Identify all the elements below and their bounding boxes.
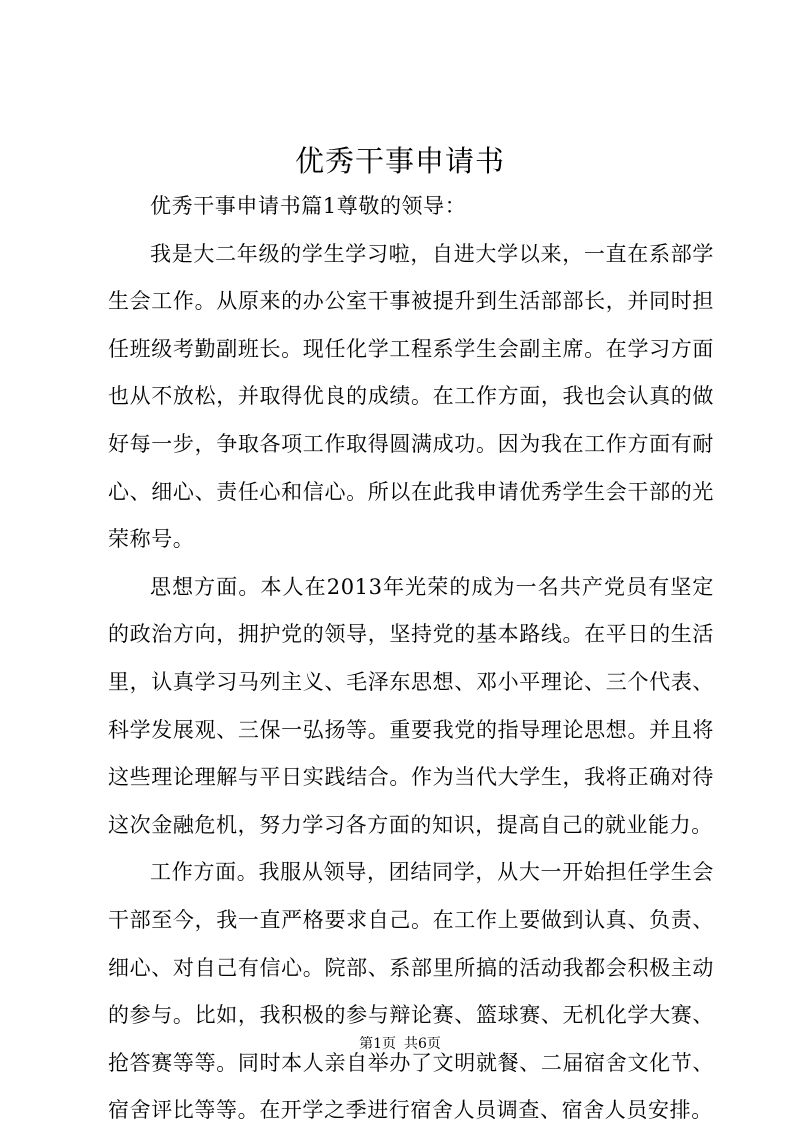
paragraph-ideology: 思想方面。本人在2013年光荣的成为一名共产党员有坚定的政治方向，拥护党的领导，坚持党的基本路线。在平日的生活里，认真学习马列主义、毛泽东思想、邓小平理论、三个代表、科学发展观、三保一弘扬等。重要我党的指导理论思想。并且将这些理论理解与平日实践结合。作为当代大学生，我将正确对待这次金融危机，努力学习各方面的知识，提高自己的就业能力。 [108, 574, 714, 837]
page-current: 第1页 [359, 1036, 396, 1052]
paragraph-greeting: 优秀干事申请书篇1尊敬的领导： [150, 194, 467, 218]
document-title: 优秀干事申请书 [294, 144, 505, 178]
page-total: 共6页 [404, 1036, 441, 1052]
page-number-footer [0, 1034, 800, 1054]
document-body [108, 183, 714, 1135]
paragraph-introduction: 我是大二年级的学生学习啦，自进大学以来，一直在系部学生会工作。从原来的办公室干事被提升到生活部部长，并同时担任班级考勤副班长。现任化学工程系学生会副主席。在学习方面也从不放松，并取得优良的成绩。在工作方面，我也会认真的做好每一步，争取各项工作取得圆满成功。因为我在工作方面有耐心、细心、责任心和信心。所以在此我申请优秀学生会干部的光荣称号。 [108, 241, 714, 552]
paragraph-work: 工作方面。我服从领导，团结同学，从大一开始担任学生会干部至今，我一直严格要求自己。在工作上要做到认真、负责、细心、对自己有信心。院部、系部里所搞的活动我都会积极主动的参与。比如，我积极的参与辩论赛、篮球赛、无机化学大赛、抢答赛等等。同时本人亲自举办了文明就餐、二届宿舍文化节、宿舍评比等等。在开学之季进行宿舍人员调查、宿舍人员安排。 [108, 860, 714, 1123]
